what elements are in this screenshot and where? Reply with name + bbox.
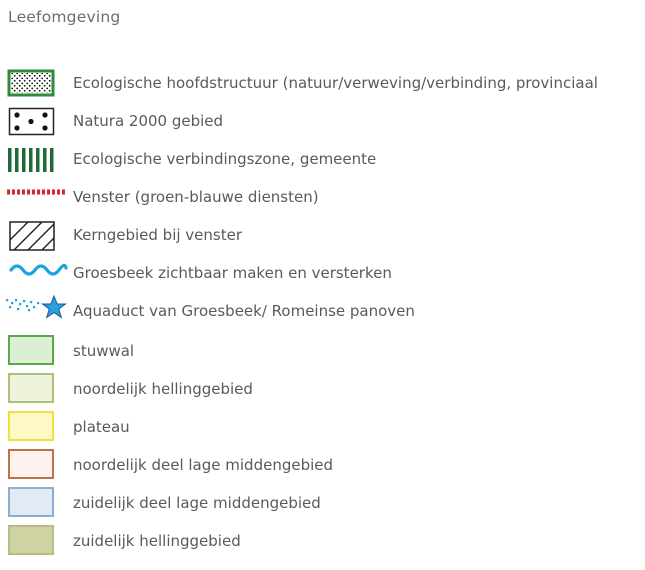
legend-item-plateau: [0, 408, 645, 446]
red-dashed-line-icon: [6, 181, 68, 213]
legend-label-stuwwal: stuwwal: [73, 342, 135, 360]
plateau-swatch-icon: [6, 411, 68, 443]
legend-item-kerngebied: [0, 216, 645, 254]
legend-label-kerngebied: Kerngebied bij venster: [73, 226, 243, 244]
legend-label-evz: Ecologische verbindingszone, gemeente: [73, 150, 377, 168]
hatched-box-icon: [6, 219, 68, 251]
legend-label-zuidelijk-hellinggebied: zuidelijk hellinggebied: [73, 532, 241, 550]
legend-label-aquaduct: Aquaduct van Groesbeek/ Romeinse panoven: [73, 302, 415, 320]
black-dots-box-icon: [6, 105, 68, 137]
legend-item-noordelijk-lage-middengebied: [0, 446, 645, 484]
legend-item-aquaduct: [0, 292, 645, 330]
aquaduct-star-icon: [6, 295, 68, 327]
legend-title: Leefomgeving: [8, 8, 121, 26]
noordelijk-lage-middengebied-swatch-icon: [6, 449, 68, 481]
legend-label-ehs: Ecologische hoofdstructuur (natuur/verweving/verbinding, provinciaal: [73, 74, 598, 92]
legend-item-venster: [0, 178, 645, 216]
legend-item-natura2000: [0, 102, 645, 140]
legend-label-zuidelijk-lage-middengebied: zuidelijk deel lage middengebied: [73, 494, 321, 512]
zuidelijk-lage-middengebied-swatch-icon: [6, 487, 68, 519]
legend-item-evz: [0, 140, 645, 178]
legend-label-plateau: plateau: [73, 418, 130, 436]
legend-label-natura2000: Natura 2000 gebied: [73, 112, 224, 130]
green-vertical-bars-icon: [6, 143, 68, 175]
legend-label-venster: Venster (groen-blauwe diensten): [73, 188, 319, 206]
blue-wave-line-icon: [6, 257, 68, 289]
legend-item-stuwwal: [0, 332, 645, 370]
legend-item-zuidelijk-lage-middengebied: [0, 484, 645, 522]
legend-item-groesbeek: [0, 254, 645, 292]
stuwwal-swatch-icon: [6, 335, 68, 367]
legend-label-noordelijk-hellinggebied: noordelijk hellinggebied: [73, 380, 253, 398]
legend-label-noordelijk-lage-middengebied: noordelijk deel lage middengebied: [73, 456, 334, 474]
legend-label-groesbeek: Groesbeek zichtbaar maken en versterken: [73, 264, 392, 282]
noordelijk-hellinggebied-swatch-icon: [6, 373, 68, 405]
legend-item-noordelijk-hellinggebied: [0, 370, 645, 408]
legend-item-ehs: [0, 64, 645, 102]
legend-item-zuidelijk-hellinggebied: [0, 522, 645, 560]
dotted-box-symbol-icon: [6, 67, 68, 99]
zuidelijk-hellinggebied-swatch-icon: [6, 525, 68, 557]
